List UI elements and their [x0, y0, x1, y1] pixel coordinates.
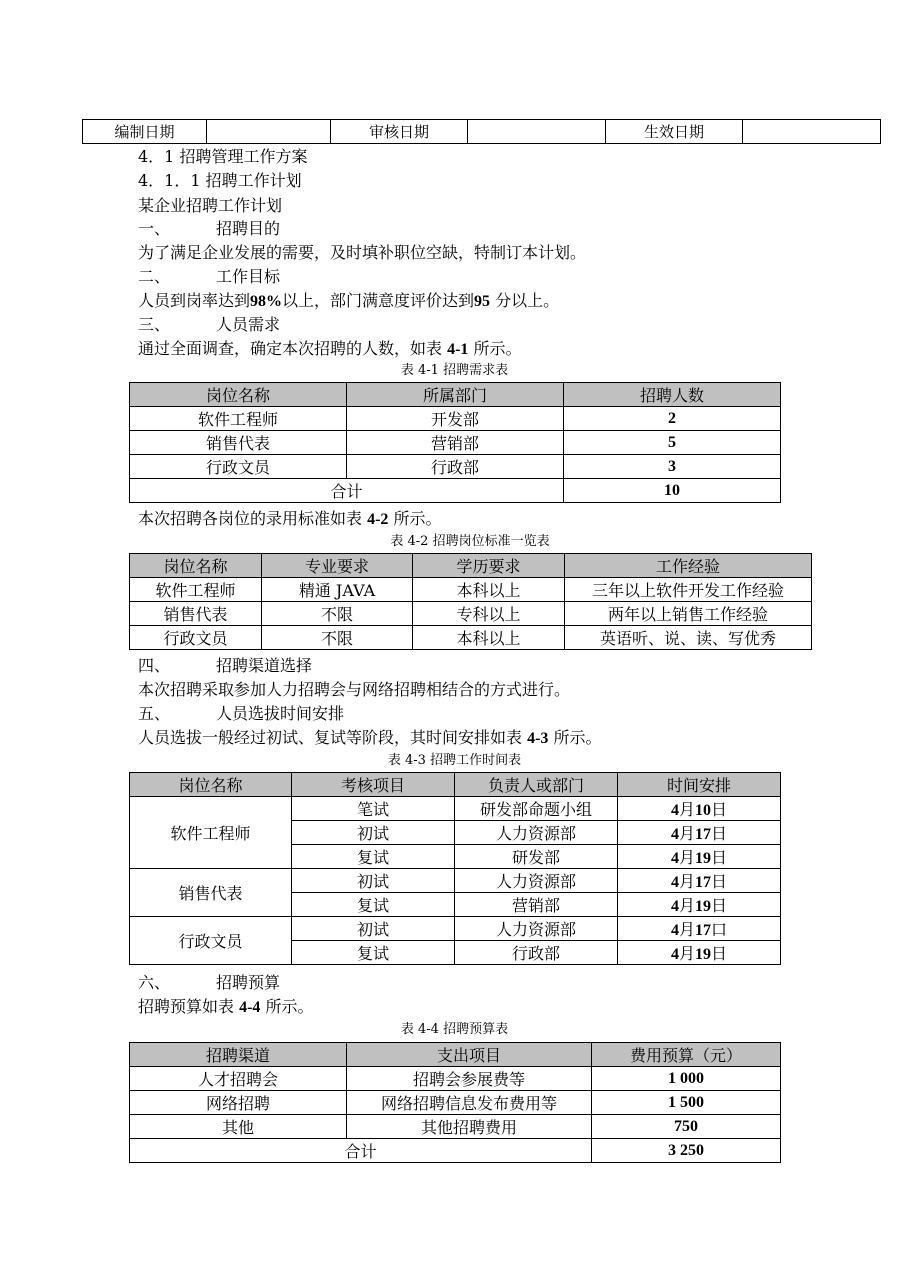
section-3-title: 人员需求	[216, 315, 281, 334]
col-header: 岗位名称	[130, 773, 292, 797]
month-value: 4	[670, 946, 679, 963]
date-cell	[618, 941, 781, 965]
compile-date-label: 编制日期	[83, 120, 207, 144]
s3-text-c: 所示。	[468, 339, 522, 358]
table-cell: 复试	[292, 941, 455, 965]
s2-text-b: 98%	[250, 293, 283, 310]
table-row	[130, 1091, 781, 1115]
table-cell: 研发部命题小组	[455, 797, 618, 821]
day-value: 19	[695, 850, 711, 867]
table-total-row	[130, 479, 781, 503]
month-unit: 月	[678, 800, 695, 819]
date-cell	[618, 845, 781, 869]
date-cell	[618, 869, 781, 893]
section-3-number: 三、	[138, 315, 171, 334]
table-header-row	[130, 383, 781, 407]
col-header: 工作经验	[565, 554, 812, 578]
table-cell: 1 000	[592, 1067, 781, 1091]
table-cell: 复试	[292, 845, 455, 869]
month-value: 4	[670, 850, 679, 867]
section-5-text	[138, 728, 602, 749]
s2-text-a: 人员到岗率达到	[138, 291, 251, 310]
day-unit: 口	[711, 920, 728, 939]
table-cell: 初试	[292, 869, 455, 893]
date-cell	[618, 797, 781, 821]
table-4-2-caption: 表 4-2 招聘岗位标准一览表	[390, 534, 550, 549]
col-header: 招聘人数	[564, 383, 781, 407]
t2-intro-b: 4-2	[367, 511, 389, 528]
s3-text-a: 通过全面调查，确定本次招聘的人数，如表	[138, 339, 448, 358]
table-header-row	[130, 1043, 781, 1067]
table-total-row	[130, 1139, 781, 1163]
table-cell: 软件工程师	[130, 578, 262, 602]
section-2-number: 二、	[138, 267, 171, 286]
date-cell	[618, 917, 781, 941]
table-4-4-caption: 表 4-4 招聘预算表	[400, 1022, 509, 1037]
total-label: 合计	[130, 479, 564, 503]
total-label: 合计	[130, 1139, 592, 1163]
recruitment-demand-table	[129, 382, 781, 503]
section-6-heading	[138, 973, 280, 993]
table-row	[130, 1115, 781, 1139]
compile-date-value	[207, 120, 331, 144]
section-1-title: 招聘目的	[216, 219, 281, 238]
month-unit: 月	[678, 824, 695, 843]
table-cell: 营销部	[455, 893, 618, 917]
table-cell: 网络招聘信息发布费用等	[347, 1091, 592, 1115]
effective-date-value	[743, 120, 881, 144]
table-row	[130, 797, 781, 821]
effective-date-label: 生效日期	[606, 120, 743, 144]
table-cell: 1 500	[592, 1091, 781, 1115]
s5-text-c: 所示。	[548, 728, 602, 747]
day-value: 19	[695, 898, 711, 915]
total-value: 3 250	[592, 1139, 781, 1163]
table-cell: 750	[592, 1115, 781, 1139]
section-heading-4-1: 4．1 招聘管理工作方案	[138, 147, 308, 166]
table-row	[130, 1067, 781, 1091]
section-6-number: 六、	[138, 973, 171, 992]
section-1-heading	[138, 219, 280, 239]
col-header: 所属部门	[347, 383, 564, 407]
s6-text-a: 招聘预算如表	[138, 997, 240, 1016]
table-cell: 精通 JAVA	[262, 578, 413, 602]
table-cell: 两年以上销售工作经验	[565, 602, 812, 626]
table-cell: 软件工程师	[130, 407, 347, 431]
table-cell: 其他招聘费用	[347, 1115, 592, 1139]
table-cell: 营销部	[347, 431, 564, 455]
table-cell: 开发部	[347, 407, 564, 431]
table-4-3-caption: 表 4-3 招聘工作时间表	[387, 753, 522, 768]
table-row	[130, 602, 812, 626]
table-cell: 专科以上	[413, 602, 565, 626]
table-cell: 行政部	[455, 941, 618, 965]
table-cell: 销售代表	[130, 431, 347, 455]
table-cell: 不限	[262, 626, 413, 650]
table-cell: 三年以上软件开发工作经验	[565, 578, 812, 602]
section-6-text	[138, 997, 314, 1018]
review-date-label: 审核日期	[331, 120, 468, 144]
table-cell: 本科以上	[413, 626, 565, 650]
section-2-text	[138, 291, 559, 312]
table-cell: 不限	[262, 602, 413, 626]
table-cell: 行政文员	[130, 626, 262, 650]
position-cell: 行政文员	[130, 917, 292, 965]
section-5-number: 五、	[138, 704, 171, 723]
table-row	[130, 578, 812, 602]
table-cell: 3	[564, 455, 781, 479]
table-cell: 行政文员	[130, 455, 347, 479]
s2-text-c: 以上，部门满意度评价达到	[282, 291, 475, 310]
table-cell: 行政部	[347, 455, 564, 479]
table-row	[130, 455, 781, 479]
table-cell: 初试	[292, 917, 455, 941]
date-cell	[618, 893, 781, 917]
table-cell: 2	[564, 407, 781, 431]
s2-text-d: 95	[474, 293, 491, 310]
section-4-title: 招聘渠道选择	[216, 656, 313, 675]
col-header: 招聘渠道	[130, 1043, 347, 1067]
month-value: 4	[670, 898, 679, 915]
table-cell: 网络招聘	[130, 1091, 347, 1115]
s2-text-e: 分以上。	[490, 291, 560, 310]
section-3-heading	[138, 315, 280, 335]
date-cell	[618, 821, 781, 845]
month-unit: 月	[678, 920, 695, 939]
month-value: 4	[670, 922, 679, 939]
section-4-heading	[138, 656, 312, 676]
t2-intro-c: 所示。	[388, 509, 442, 528]
table-header-row	[130, 554, 812, 578]
day-unit: 日	[711, 800, 728, 819]
month-unit: 月	[678, 848, 695, 867]
s5-text-a: 人员选拔一般经过初试、复试等阶段，其时间安排如表	[138, 728, 528, 747]
table-row	[130, 869, 781, 893]
day-value: 10	[695, 802, 711, 819]
position-cell: 销售代表	[130, 869, 292, 917]
table-cell: 英语听、说、读、写优秀	[565, 626, 812, 650]
month-unit: 月	[678, 944, 695, 963]
col-header: 时间安排	[618, 773, 781, 797]
col-header: 岗位名称	[130, 554, 262, 578]
position-cell: 软件工程师	[130, 797, 292, 869]
table-cell: 其他	[130, 1115, 347, 1139]
month-value: 4	[670, 802, 679, 819]
review-date-value	[468, 120, 606, 144]
position-standard-table	[129, 553, 812, 650]
section-heading-4-1-1: 4．1．1 招聘工作计划	[138, 171, 302, 190]
t2-intro-a: 本次招聘各岗位的录用标准如表	[138, 509, 368, 528]
col-header: 负责人或部门	[455, 773, 618, 797]
day-unit: 日	[711, 872, 728, 891]
day-unit: 日	[711, 944, 728, 963]
day-value: 17	[695, 826, 711, 843]
s6-text-c: 所示。	[260, 997, 314, 1016]
day-unit: 日	[711, 896, 728, 915]
month-value: 4	[670, 826, 679, 843]
month-unit: 月	[678, 896, 695, 915]
section-3-text	[138, 339, 522, 360]
col-header: 专业要求	[262, 554, 413, 578]
table-cell: 人力资源部	[455, 869, 618, 893]
section-2-title: 工作目标	[216, 267, 281, 286]
table-4-2-intro	[138, 509, 442, 530]
schedule-table	[129, 772, 781, 965]
table-cell: 人才招聘会	[130, 1067, 347, 1091]
day-value: 19	[695, 946, 711, 963]
col-header: 考核项目	[292, 773, 455, 797]
table-cell: 研发部	[455, 845, 618, 869]
day-value: 17	[695, 874, 711, 891]
table-cell: 销售代表	[130, 602, 262, 626]
col-header: 岗位名称	[130, 383, 347, 407]
budget-table	[129, 1042, 781, 1163]
s3-text-b: 4-1	[447, 341, 469, 358]
day-unit: 日	[711, 848, 728, 867]
section-1-text: 为了满足企业发展的需要，及时填补职位空缺，特制订本计划。	[138, 243, 587, 262]
section-2-heading	[138, 267, 280, 287]
section-5-title: 人员选拔时间安排	[216, 704, 345, 723]
table-cell: 招聘会参展费等	[347, 1067, 592, 1091]
table-cell: 本科以上	[413, 578, 565, 602]
day-value: 17	[695, 922, 711, 939]
day-unit: 日	[711, 824, 728, 843]
table-cell: 初试	[292, 821, 455, 845]
col-header: 费用预算（元）	[592, 1043, 781, 1067]
plan-title: 某企业招聘工作计划	[138, 196, 283, 215]
table-row	[130, 626, 812, 650]
table-row	[130, 431, 781, 455]
month-value: 4	[670, 874, 679, 891]
table-row	[130, 917, 781, 941]
table-cell: 5	[564, 431, 781, 455]
month-unit: 月	[678, 872, 695, 891]
section-1-number: 一、	[138, 219, 171, 238]
table-4-1-caption: 表 4-1 招聘需求表	[400, 363, 509, 378]
table-cell: 人力资源部	[455, 821, 618, 845]
col-header: 学历要求	[413, 554, 565, 578]
section-5-heading	[138, 704, 344, 724]
table-cell: 复试	[292, 893, 455, 917]
section-4-number: 四、	[138, 656, 171, 675]
col-header: 支出项目	[347, 1043, 592, 1067]
table-row	[130, 407, 781, 431]
table-cell: 人力资源部	[455, 917, 618, 941]
section-6-title: 招聘预算	[216, 973, 281, 992]
total-value: 10	[564, 479, 781, 503]
s5-text-b: 4-3	[527, 730, 549, 747]
table-header-row	[130, 773, 781, 797]
section-4-text: 本次招聘采取参加人力招聘会与网络招聘相结合的方式进行。	[138, 680, 571, 699]
s6-text-b: 4-4	[239, 999, 261, 1016]
document-header-table	[82, 119, 881, 144]
table-cell: 笔试	[292, 797, 455, 821]
